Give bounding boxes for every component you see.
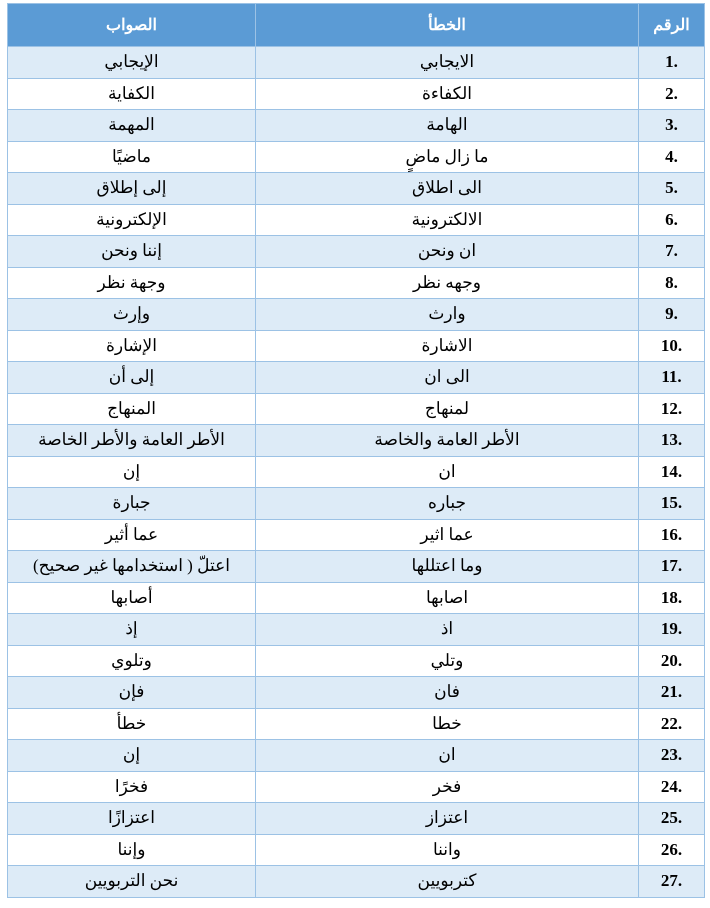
wrong-word-cell: واننا <box>256 834 639 866</box>
correct-word-cell: إلى إطلاق <box>8 173 256 205</box>
table-row <box>8 362 705 394</box>
wrong-word-cell: اذ <box>256 614 639 646</box>
table-row <box>8 299 705 331</box>
row-number: 7. <box>665 241 678 261</box>
table-row <box>8 456 705 488</box>
correct-word-cell: وإرث <box>8 299 256 331</box>
row-number-cell <box>639 236 705 268</box>
row-number-cell <box>639 551 705 583</box>
correct-word-cell: المنهاج <box>8 393 256 425</box>
table-row <box>8 110 705 142</box>
wrong-word-cell: الهامة <box>256 110 639 142</box>
row-number: 26. <box>660 839 683 859</box>
correct-word-cell: إن <box>8 740 256 772</box>
row-number: 12. <box>660 398 683 418</box>
row-number-cell <box>639 47 705 79</box>
row-number-cell <box>639 834 705 866</box>
correct-word-cell: خطأ <box>8 708 256 740</box>
row-number: 11. <box>661 367 682 387</box>
row-number: 17. <box>660 556 683 576</box>
correct-word-cell: إلى أن <box>8 362 256 394</box>
table-row <box>8 78 705 110</box>
row-number: 3. <box>665 115 678 135</box>
wrong-word-cell: ان <box>256 456 639 488</box>
row-number: 2. <box>665 83 678 103</box>
correct-word-cell: وإننا <box>8 834 256 866</box>
table-row <box>8 173 705 205</box>
row-number: 21. <box>660 682 683 702</box>
row-number-cell <box>639 173 705 205</box>
table-row <box>8 677 705 709</box>
wrong-word-cell: الاشارة <box>256 330 639 362</box>
row-number-cell <box>639 362 705 394</box>
row-number-cell <box>639 582 705 614</box>
table-row <box>8 645 705 677</box>
wrong-word-cell: الأطر العامة والخاصة <box>256 425 639 457</box>
wrong-word-cell: الالكترونية <box>256 204 639 236</box>
wrong-word-cell: الى اطلاق <box>256 173 639 205</box>
correct-word-cell: إذ <box>8 614 256 646</box>
wrong-word-cell: وتلي <box>256 645 639 677</box>
row-number: 16. <box>660 524 683 544</box>
row-number-cell <box>639 519 705 551</box>
row-number: 13. <box>660 430 683 450</box>
wrong-word-cell: اصابها <box>256 582 639 614</box>
correct-word-cell: الكفاية <box>8 78 256 110</box>
table-row <box>8 708 705 740</box>
row-number-cell <box>639 614 705 646</box>
wrong-word-cell: جباره <box>256 488 639 520</box>
row-number-cell <box>639 456 705 488</box>
wrong-word-cell: الى ان <box>256 362 639 394</box>
wrong-word-cell: ان ونحن <box>256 236 639 268</box>
row-number: 4. <box>665 146 678 166</box>
table-row <box>8 393 705 425</box>
correct-word-cell: وجهة نظر <box>8 267 256 299</box>
row-number: 15. <box>660 493 683 513</box>
correct-word-cell: وتلوي <box>8 645 256 677</box>
wrong-word-cell: كتربويين <box>256 866 639 898</box>
row-number: 19. <box>660 619 683 639</box>
row-number: 9. <box>665 304 678 324</box>
row-number: 14. <box>660 461 683 481</box>
correct-word-cell: أصابها <box>8 582 256 614</box>
wrong-word-cell: لمنهاج <box>256 393 639 425</box>
row-number: 5. <box>665 178 678 198</box>
correct-word-cell: ماضيًا <box>8 141 256 173</box>
table-row <box>8 204 705 236</box>
table-row <box>8 330 705 362</box>
row-number: 25. <box>660 808 683 828</box>
correct-word-cell: اعتزازًا <box>8 803 256 835</box>
table-row <box>8 582 705 614</box>
correct-word-cell: الإلكترونية <box>8 204 256 236</box>
correct-word-cell: المهمة <box>8 110 256 142</box>
wrong-word-cell: الايجابي <box>256 47 639 79</box>
row-number: 18. <box>660 587 683 607</box>
table-row <box>8 551 705 583</box>
wrong-word-cell: ما زال ماضٍ <box>256 141 639 173</box>
table-row <box>8 141 705 173</box>
wrong-word-cell: الكفاءة <box>256 78 639 110</box>
table-row <box>8 236 705 268</box>
correct-word-cell: الإشارة <box>8 330 256 362</box>
table-row <box>8 267 705 299</box>
correct-word-cell: فخرًا <box>8 771 256 803</box>
row-number: 20. <box>660 650 683 670</box>
wrong-word-cell: عما اثير <box>256 519 639 551</box>
table-row <box>8 488 705 520</box>
row-number: 1. <box>665 52 678 72</box>
header-correct: الصواب <box>8 4 256 47</box>
row-number-cell <box>639 204 705 236</box>
row-number-cell <box>639 645 705 677</box>
row-number-cell <box>639 488 705 520</box>
wrong-word-cell: اعتزاز <box>256 803 639 835</box>
row-number-cell <box>639 330 705 362</box>
table-header-row <box>8 4 705 47</box>
correct-word-cell: إن <box>8 456 256 488</box>
wrong-word-cell: ان <box>256 740 639 772</box>
table-row <box>8 803 705 835</box>
correct-word-cell: فإن <box>8 677 256 709</box>
row-number: 23. <box>660 745 683 765</box>
correct-word-cell: نحن التربويين <box>8 866 256 898</box>
header-wrong: الخطأ <box>256 4 639 47</box>
corrections-table-container <box>7 3 704 898</box>
correct-word-cell: الإيجابي <box>8 47 256 79</box>
wrong-word-cell: وارث <box>256 299 639 331</box>
row-number-cell <box>639 677 705 709</box>
table-row <box>8 866 705 898</box>
row-number-cell <box>639 803 705 835</box>
row-number-cell <box>639 740 705 772</box>
correct-word-cell: الأطر العامة والأطر الخاصة <box>8 425 256 457</box>
wrong-word-cell: خطا <box>256 708 639 740</box>
row-number-cell <box>639 425 705 457</box>
row-number-cell <box>639 866 705 898</box>
correct-word-cell: إننا ونحن <box>8 236 256 268</box>
row-number-cell <box>639 141 705 173</box>
row-number-cell <box>639 771 705 803</box>
row-number: 27. <box>660 871 683 891</box>
correct-word-cell: اعتلّ ( استخدامها غير صحيح) <box>8 551 256 583</box>
table-row <box>8 834 705 866</box>
header-number: الرقم <box>639 4 705 47</box>
row-number: 8. <box>665 272 678 292</box>
wrong-word-cell: فان <box>256 677 639 709</box>
table-row <box>8 47 705 79</box>
table-row <box>8 519 705 551</box>
table-row <box>8 740 705 772</box>
wrong-word-cell: وجهه نظر <box>256 267 639 299</box>
row-number-cell <box>639 267 705 299</box>
row-number-cell <box>639 78 705 110</box>
row-number-cell <box>639 299 705 331</box>
wrong-word-cell: فخر <box>256 771 639 803</box>
row-number-cell <box>639 708 705 740</box>
row-number: 22. <box>660 713 683 733</box>
row-number: 6. <box>665 209 678 229</box>
table-row <box>8 425 705 457</box>
correct-word-cell: جبارة <box>8 488 256 520</box>
correct-word-cell: عما أثير <box>8 519 256 551</box>
row-number: 10. <box>660 335 683 355</box>
table-row <box>8 771 705 803</box>
row-number-cell <box>639 110 705 142</box>
table-row <box>8 614 705 646</box>
row-number-cell <box>639 393 705 425</box>
wrong-word-cell: وما اعتللها <box>256 551 639 583</box>
row-number: 24. <box>660 776 683 796</box>
table-body <box>8 47 705 898</box>
corrections-table <box>7 3 705 898</box>
